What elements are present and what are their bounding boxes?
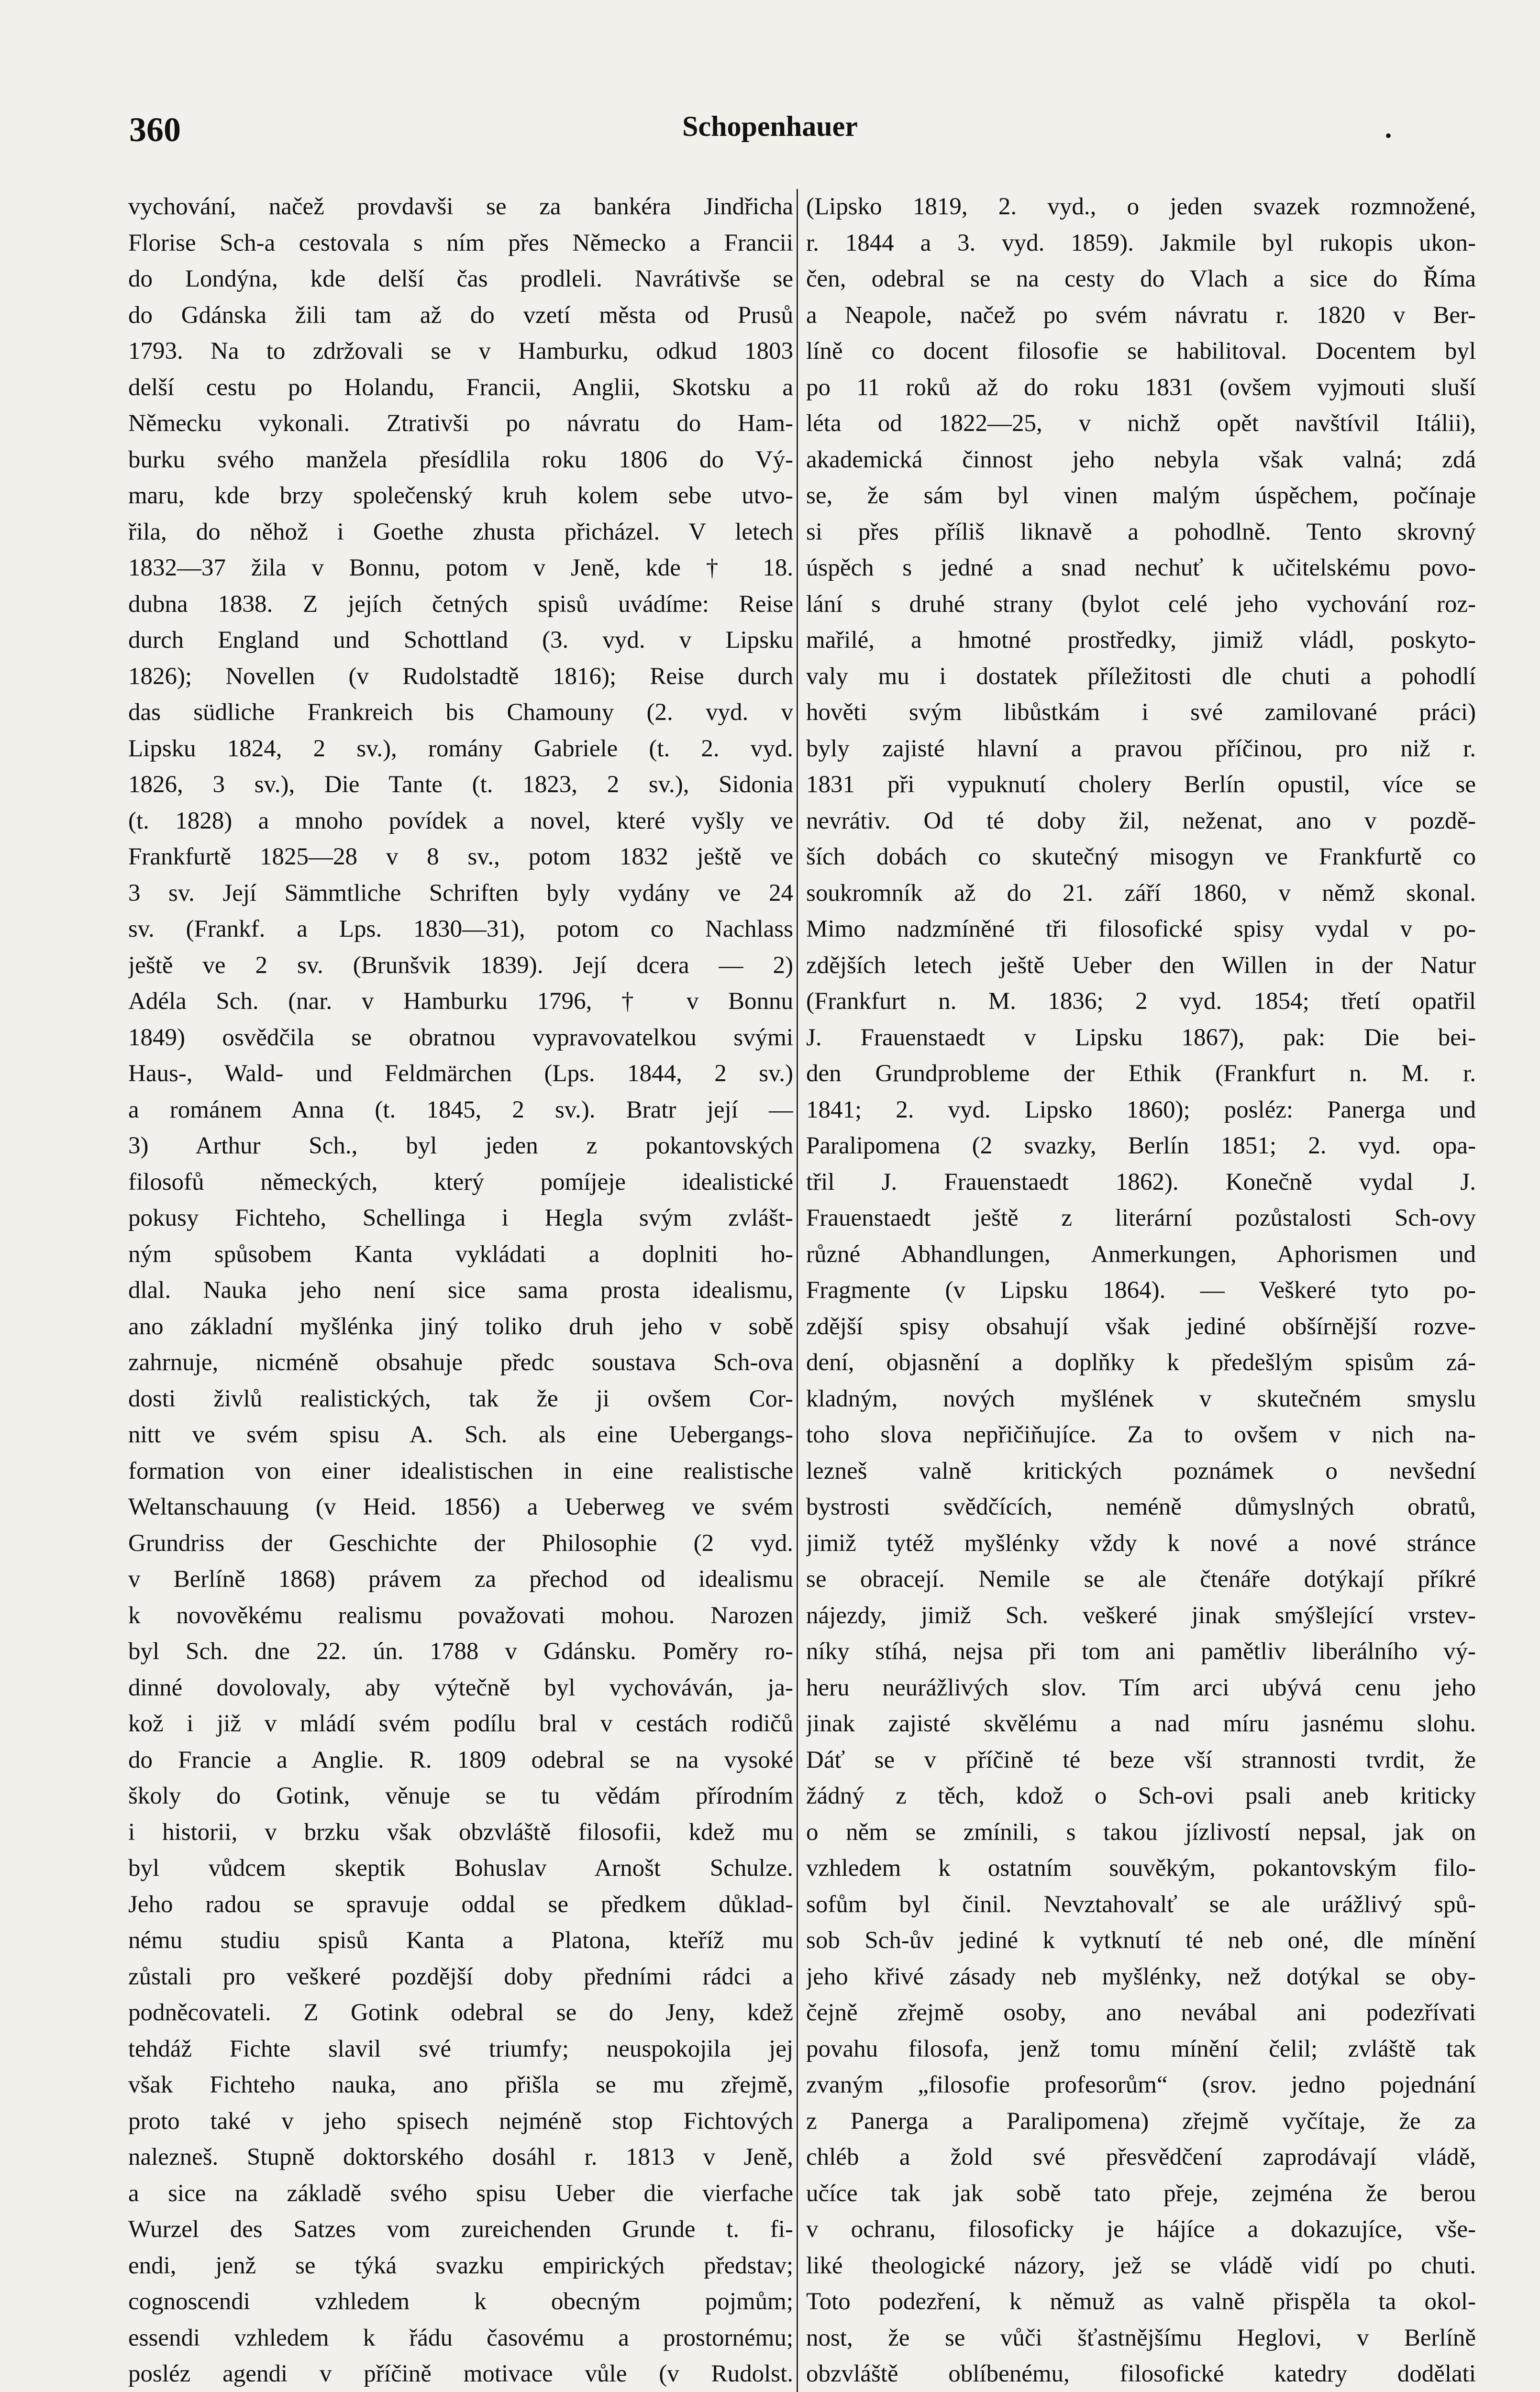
text-line: zdějších letech ještě Ueber den Willen in der Natur <box>806 952 1476 979</box>
text-line: maru, kde brzy společenský kruh kolem sebe utvo- <box>128 482 793 509</box>
text-line: 1831 při vypuknutí cholery Berlín opustil, více se <box>806 771 1476 798</box>
running-title: Schopenhauer <box>682 111 858 142</box>
text-line: byly zajisté hlavní a pravou příčinou, pro niž r. <box>806 735 1476 762</box>
text-line: 3 sv. Její Sämmtliche Schriften byly vydány ve 24 <box>128 879 793 907</box>
left-text-column <box>128 189 793 2392</box>
text-line: kladným, nových myšlének v skutečném smyslu <box>806 1385 1476 1412</box>
text-line: nevrátiv. Od té doby žil, neženat, ano v pozdě- <box>806 807 1476 834</box>
text-line: třil J. Frauenstaedt 1862). Konečně vydal J. <box>806 1168 1476 1196</box>
text-line: den Grundprobleme der Ethik (Frankfurt n. M. r. <box>806 1060 1476 1087</box>
text-line: 1841; 2. vyd. Lipsko 1860); posléz: Panerga und <box>806 1096 1476 1123</box>
text-line: dosti živlů realistických, tak že ji ovšem Cor- <box>128 1385 793 1412</box>
text-line: sofům byl činil. Nevztahovalť se ale urážlivý spů- <box>806 1891 1476 1918</box>
text-line: ano základní myšlénka jiný toliko druh jeho v sobě <box>128 1313 793 1340</box>
text-line: Fragmente (v Lipsku 1864). — Veškeré tyto po- <box>806 1277 1476 1304</box>
text-line: povahu filosofa, jenž tomu mínění čelil; zvláště tak <box>806 2035 1476 2062</box>
text-line: sv. (Frankf. a Lps. 1830—31), potom co Nachlass <box>128 916 793 942</box>
text-line: das südliche Frankreich bis Chamouny (2. vyd. v <box>128 699 793 726</box>
text-line: níky stíhá, nejsa při tom ani pamětliv liberálního vý- <box>806 1638 1476 1665</box>
text-line: jeho křivé zásady neb myšlénky, než dotýkal se oby- <box>806 1963 1476 1990</box>
text-line: bystrosti svědčících, neméně důmyslných obratů, <box>806 1494 1476 1520</box>
text-line: dinné dovolovaly, aby výtečně byl vychováván, ja- <box>128 1674 793 1701</box>
text-line: 3) Arthur Sch., byl jeden z pokantovských <box>128 1132 793 1159</box>
header-dot-mark: • <box>1385 125 1392 146</box>
text-line: Frauenstaedt ještě z literární pozůstalosti Sch-ovy <box>806 1205 1476 1231</box>
text-line: v ochranu, filosoficky je hájíce a dokazujíce, vše- <box>806 2216 1476 2243</box>
text-line: Adéla Sch. (nar. v Hamburku 1796, † v Bonnu <box>128 988 793 1015</box>
text-line: žádný z těch, kdož o Sch-ovi psali aneb kriticky <box>806 1783 1476 1809</box>
text-line: vzhledem k ostatním souvěkým, pokantovským filo- <box>806 1855 1476 1882</box>
text-line: se obracejí. Nemile se ale čtenáře dotýkají příkré <box>806 1566 1476 1593</box>
text-line: soukromník až do 21. září 1860, v němž skonal. <box>806 879 1476 907</box>
text-line: podněcovateli. Z Gotink odebral se do Jeny, kdež <box>128 1999 793 2026</box>
text-line: Frankfurtě 1825—28 v 8 sv., potom 1832 ještě ve <box>128 843 793 870</box>
text-line: do Londýna, kde delší čas prodleli. Navrátivše se <box>128 266 793 292</box>
text-line: k novověkému realismu považovati mohou. Narozen <box>128 1602 793 1629</box>
text-line: však Fichteho nauka, ano přišla se mu zřejmě, <box>128 2071 793 2098</box>
text-line: obzvláště oblíbenému, filosofické katedry dodělati <box>806 2360 1476 2387</box>
text-line: Německu vykonali. Ztrativši po návratu do Ham- <box>128 410 793 437</box>
page-header <box>129 110 1411 153</box>
text-line: nému studiu spisů Kanta a Platona, kteříž mu <box>128 1927 793 1954</box>
text-line: nost, že se vůči šťastnějšímu Heglovi, v Berlíně <box>806 2324 1476 2351</box>
text-line: školy do Gotink, věnuje se tu vědám přírodním <box>128 1783 793 1809</box>
text-line: Wurzel des Satzes vom zureichenden Grunde t. fi- <box>128 2216 793 2243</box>
text-line: essendi vzhledem k řádu časovému a prostornému; <box>128 2324 793 2351</box>
text-line: 1849) osvědčila se obratnou vypravovatelkou svými <box>128 1024 793 1051</box>
text-line: mařilé, a hmotné prostředky, jimiž vládl, poskyto- <box>806 627 1476 653</box>
text-line: (t. 1828) a mnoho povídek a novel, které vyšly ve <box>128 807 793 834</box>
text-line: delší cestu po Holandu, Francii, Anglii, Skotsku a <box>128 374 793 401</box>
text-line: jinak zajisté skvělému a nad míru jasnému slohu. <box>806 1710 1476 1737</box>
text-line: Jeho radou se spravuje oddal se předkem důklad- <box>128 1891 793 1918</box>
text-line: vychování, načež provdavši se za bankéra Jindřicha <box>128 193 793 220</box>
text-line: a Neapole, načež po svém návratu r. 1820 v Ber- <box>806 301 1476 329</box>
text-line: úspěch s jedné a snad nechuť k učitelskému povo- <box>806 554 1476 581</box>
text-line: Haus-, Wald- und Feldmärchen (Lps. 1844, 2 sv.) <box>128 1060 793 1087</box>
text-line: byl Sch. dne 22. ún. 1788 v Gdánsku. Poměry ro- <box>128 1638 793 1665</box>
text-line: chléb a žold své přesvědčení zaprodávají vládě, <box>806 2144 1476 2171</box>
text-line: lezneš valně kritických poznámek o nevšední <box>806 1457 1476 1484</box>
text-line: a románem Anna (t. 1845, 2 sv.). Bratr její — <box>128 1096 793 1123</box>
text-line: Weltanschauung (v Heid. 1856) a Ueberweg ve svém <box>128 1494 793 1520</box>
text-line: Dáť se v příčině té beze vší strannosti tvrdit, že <box>806 1746 1476 1773</box>
text-line: zahrnuje, nicméně obsahuje předc soustava Sch-ova <box>128 1349 793 1376</box>
text-line: cognoscendi vzhledem k obecným pojmům; <box>128 2288 793 2315</box>
text-line: lání s druhé strany (bylot celé jeho vychování roz- <box>806 590 1476 618</box>
text-line: 1826, 3 sv.), Die Tante (t. 1823, 2 sv.), Sidonia <box>128 771 793 798</box>
text-line: nitt ve svém spisu A. Sch. als eine Uebergangs- <box>128 1421 793 1448</box>
text-line: do Gdánska žili tam až do vzetí města od Prusů <box>128 301 793 329</box>
text-line: učíce tak jak sobě tato přeje, zejména že berou <box>806 2180 1476 2207</box>
text-line: si přes příliš liknavě a pohodlně. Tento skrovný <box>806 518 1476 545</box>
text-line: v Berlíně 1868) právem za přechod od idealismu <box>128 1566 793 1593</box>
text-line: čejně zřejmě osoby, ano nevábal ani podezřívati <box>806 1999 1476 2026</box>
page-number: 360 <box>129 111 181 149</box>
text-line: akademická činnost jeho nebyla však valná; zdá <box>806 446 1476 473</box>
text-line: o něm se zmínili, s takou jízlivostí nepsal, jak on <box>806 1818 1476 1846</box>
text-line: léta od 1822—25, v nichž opět navštívil Itálii), <box>806 410 1476 437</box>
text-line: sob Sch-ův jediné k vytknutí té neb oné, dle mínění <box>806 1927 1476 1954</box>
text-line: líně co docent filosofie se habilitoval. Docentem byl <box>806 338 1476 365</box>
text-line: dlal. Nauka jeho není sice sama prosta idealismu, <box>128 1277 793 1304</box>
text-line: r. 1844 a 3. vyd. 1859). Jakmile byl rukopis ukon- <box>806 229 1476 256</box>
text-line: posléz agendi v příčině motivace vůle (v Rudolst. <box>128 2360 793 2387</box>
text-line: Grundriss der Geschichte der Philosophie (2 vyd. <box>128 1529 793 1557</box>
text-line: Lipsku 1824, 2 sv.), romány Gabriele (t. 2. vyd. <box>128 735 793 762</box>
right-text-column <box>806 189 1476 2392</box>
text-line: endi, jenž se týká svazku empirických představ; <box>128 2252 793 2279</box>
text-line: pokusy Fichteho, Schellinga i Hegla svým zvlášt- <box>128 1205 793 1231</box>
text-line: nalezneš. Stupně doktorského dosáhl r. 1813 v Jeně, <box>128 2144 793 2171</box>
text-line: valy mu i dostatek příležitosti dle chuti a pohodlí <box>806 663 1476 690</box>
text-line: dení, objasnění a doplňky k předešlým spisům zá- <box>806 1349 1476 1376</box>
text-line: heru neurážlivých slov. Tím arci ubývá cenu jeho <box>806 1674 1476 1701</box>
text-line: zdější spisy obsahují však jediné obšírnější rozve- <box>806 1313 1476 1340</box>
text-line: Florise Sch-a cestovala s ním přes Německo a Francii <box>128 229 793 256</box>
text-line: formation von einer idealistischen in eine realistische <box>128 1457 793 1484</box>
text-line: liké theologické názory, jež se vládě vidí po chuti. <box>806 2252 1476 2279</box>
text-line: se, že sám byl vinen malým úspěchem, počínaje <box>806 482 1476 509</box>
text-line: J. Frauenstaedt v Lipsku 1867), pak: Die bei- <box>806 1024 1476 1051</box>
text-line: po 11 roků až do roku 1831 (ovšem vyjmouti sluší <box>806 374 1476 401</box>
text-line: jimiž tytéž myšlénky vždy k nové a nové stránce <box>806 1529 1476 1557</box>
text-line: řila, do něhož i Goethe zhusta přicházel. V letech <box>128 518 793 545</box>
text-line: (Lipsko 1819, 2. vyd., o jeden svazek rozmnožené, <box>806 193 1476 220</box>
text-line: 1832—37 žila v Bonnu, potom v Jeně, kde † 18. <box>128 554 793 581</box>
text-line: toho slova nepřičiňujíce. Za to ovšem v nich na- <box>806 1421 1476 1448</box>
text-line: (Frankfurt n. M. 1836; 2 vyd. 1854; třetí opatřil <box>806 988 1476 1015</box>
text-line: proto také v jeho spisech nejméně stop Fichtových <box>128 2107 793 2135</box>
text-line: ným spůsobem Kanta vykládati a doplniti ho- <box>128 1240 793 1268</box>
text-line: z Panerga a Paralipomena) zřejmě vyčítaje, že za <box>806 2107 1476 2135</box>
text-line: a sice na základě svého spisu Ueber die vierfache <box>128 2180 793 2207</box>
text-line: nájezdy, jimiž Sch. veškeré jinak smýšlející vrstev- <box>806 1602 1476 1629</box>
text-line: i historii, v brzku však obzvláště filosofii, kdež mu <box>128 1818 793 1846</box>
column-divider <box>797 189 798 2392</box>
text-line: různé Abhandlungen, Anmerkungen, Aphorismen und <box>806 1240 1476 1268</box>
text-line: filosofů německých, který pomíjeje idealistické <box>128 1168 793 1196</box>
text-line: Mimo nadzmíněné tři filosofické spisy vydal v po- <box>806 916 1476 942</box>
text-line: 1826); Novellen (v Rudolstadtě 1816); Reise durch <box>128 663 793 690</box>
text-line: Toto podezření, k němuž as valně přispěla ta okol- <box>806 2288 1476 2315</box>
text-line: kož i již v mládí svém podílu bral v cestách rodičů <box>128 1710 793 1737</box>
text-line: zvaným „filosofie profesorům“ (srov. jedno pojednání <box>806 2071 1476 2098</box>
text-line: 1793. Na to zdržovali se v Hamburku, odkud 1803 <box>128 338 793 365</box>
text-line: dubna 1838. Z jejích četných spisů uvádíme: Reise <box>128 590 793 618</box>
text-line: čen, odebral se na cesty do Vlach a sice do Říma <box>806 266 1476 292</box>
text-line: hověti svým libůstkám i své zamilované práci) <box>806 699 1476 726</box>
text-line: ještě ve 2 sv. (Brunšvik 1839). Její dcera — 2) <box>128 952 793 979</box>
text-line: zůstali pro veškeré pozdější doby předními rádci a <box>128 1963 793 1990</box>
text-line: tehdáž Fichte slavil své triumfy; neuspokojila jej <box>128 2035 793 2062</box>
text-line: Paralipomena (2 svazky, Berlín 1851; 2. vyd. opa- <box>806 1132 1476 1159</box>
text-line: burku svého manžela přesídlila roku 1806 do Vý- <box>128 446 793 473</box>
text-line: do Francie a Anglie. R. 1809 odebral se na vysoké <box>128 1746 793 1773</box>
text-line: durch England und Schottland (3. vyd. v Lipsku <box>128 627 793 653</box>
text-line: ších dobách co skutečný misogyn ve Frankfurtě co <box>806 843 1476 870</box>
text-line: byl vůdcem skeptik Bohuslav Arnošt Schulze. <box>128 1855 793 1882</box>
